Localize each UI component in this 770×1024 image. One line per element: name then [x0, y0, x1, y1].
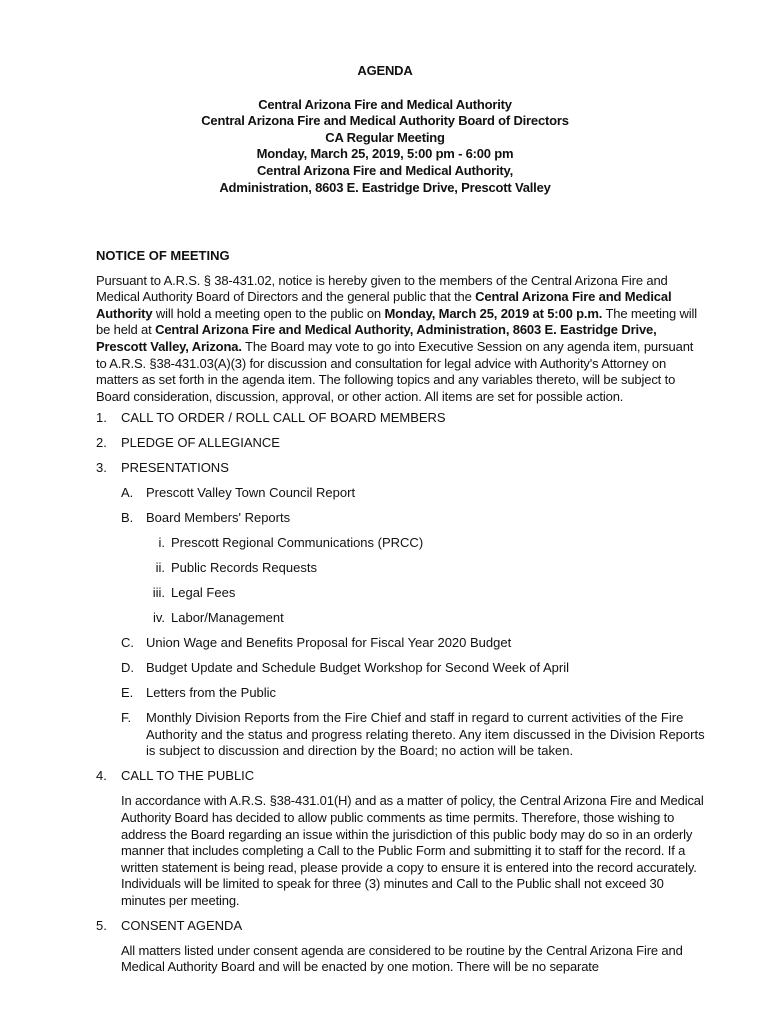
item-title: CONSENT AGENDA [121, 917, 243, 933]
subitem-letter: C. [121, 635, 134, 651]
notice-text-2: will hold a meeting open to the public on [152, 305, 385, 321]
subitem-letter: E. [121, 685, 134, 701]
notice-text-1: Pursuant to A.R.S. § 38-431.02, notice is hereby given to the members of the Central Arizona Fire and Medical Authority Board of Directors and the general public that the [96, 272, 668, 305]
agenda-title: AGENDA [357, 63, 413, 78]
item-title: PRESENTATIONS [121, 460, 229, 476]
agenda-item-3 [96, 460, 706, 477]
subitem-roman: iv. [152, 610, 165, 626]
subitem-title: Union Wage and Benefits Proposal for Fiscal Year 2020 Budget [146, 635, 512, 651]
subitem-title: Board Members' Reports [146, 510, 291, 526]
notice-text-4: The Board may vote to go into Executive Session on any agenda item, pursuant to A.R.S. §38-431.03(A)(3) for discussion and consultation for legal advice with Authority's Attorney on matters as set forth in the agenda item. The following topics and any variables thereto, will be subject to Board consideration, discussion, approval, or other action. All items are set for possible action. [96, 338, 694, 404]
subitem-title: Letters from the Public [146, 685, 277, 701]
agenda-subitem-3b-iii [96, 585, 706, 602]
subitem-title: Labor/Management [171, 610, 284, 626]
header-line-address: Administration, 8603 E. Eastridge Drive, Prescott Valley [219, 179, 551, 195]
subitem-title: Legal Fees [171, 585, 236, 601]
subitem-letter: D. [121, 660, 134, 676]
subitem-letter: A. [121, 485, 134, 501]
agenda-subitem-3b [96, 510, 706, 527]
item-number: 4. [96, 768, 107, 784]
agenda-subitem-3d [96, 660, 706, 677]
agenda-subitem-3a [96, 485, 706, 502]
item-number: 3. [96, 460, 107, 476]
agenda-body [96, 248, 706, 984]
notice-text-3: The meeting will be held at [96, 305, 697, 338]
agenda-item-1 [96, 410, 706, 427]
item-title: CALL TO THE PUBLIC [121, 768, 255, 784]
subitem-title: Prescott Regional Communications (PRCC) [171, 535, 424, 551]
header-line-date-time: Monday, March 25, 2019, 5:00 pm - 6:00 pm [256, 146, 514, 162]
subitem-roman: ii. [155, 560, 165, 576]
header-line-meeting-type: CA Regular Meeting [325, 129, 445, 145]
header-line-organization: Central Arizona Fire and Medical Authority [258, 96, 512, 112]
agenda-header [0, 63, 770, 196]
subitem-title: Budget Update and Schedule Budget Workshop for Second Week of April [146, 660, 570, 676]
agenda-subitem-3f [96, 710, 706, 760]
call-to-public-paragraph: In accordance with A.R.S. §38-431.01(H) and as a matter of policy, the Central Arizona Fire and Medical Authority Board has decided to allow public comments as time permits. Therefore, those wishing to address the Board regarding an issue within the jurisdiction of this public body may do so in an orderly manner that includes completing a Call to the Public Form and submitting it to staff for the record. If a written statement is being read, please provide a copy to ensure it is entered into the record accurately. Individuals will be limited to speak for three (3) minutes and Call to the Public shall not exceed 30 minutes per meeting. [121, 793, 704, 908]
item-title: CALL TO ORDER / ROLL CALL OF BOARD MEMBERS [121, 410, 446, 426]
header-line-board: Central Arizona Fire and Medical Authority Board of Directors [201, 113, 569, 129]
notice-bold-location: Central Arizona Fire and Medical Authority, Administration, 8603 E. Eastridge Drive, Prescott Valley, Arizona. [96, 322, 657, 354]
consent-agenda-paragraph: All matters listed under consent agenda are considered to be routine by the Central Arizona Fire and Medical Authority Board and will be enacted by one motion. There will be no separate [121, 942, 683, 975]
agenda-subitem-3e [96, 685, 706, 702]
item-number: 1. [96, 410, 107, 426]
subitem-title: Prescott Valley Town Council Report [146, 485, 356, 501]
agenda-item-4 [96, 768, 706, 785]
item-number: 5. [96, 917, 107, 933]
agenda-subitem-3c [96, 635, 706, 652]
subitem-title: Public Records Requests [171, 560, 317, 576]
agenda-subitem-3b-ii [96, 560, 706, 577]
item-title: PLEDGE OF ALLEGIANCE [121, 435, 280, 451]
item-number: 2. [96, 435, 107, 451]
notice-bold-authority: Central Arizona Fire and Medical Authority [96, 289, 672, 321]
header-line-location: Central Arizona Fire and Medical Authority, [256, 162, 513, 178]
agenda-item-5 [96, 918, 706, 935]
agenda-item-2 [96, 435, 706, 452]
notice-bold-date: Monday, March 25, 2019 at 5:00 p.m. [384, 305, 603, 321]
notice-title: NOTICE OF MEETING [96, 248, 230, 263]
subitem-roman: iii. [152, 585, 165, 601]
subitem-letter: B. [121, 510, 134, 526]
agenda-subitem-3b-i [96, 535, 706, 552]
agenda-subitem-3b-iv [96, 610, 706, 627]
notice-paragraph [96, 273, 706, 406]
subitem-title: Monthly Division Reports from the Fire Chief and staff in regard to current activities of the Fire Authority and the status and progress relating thereto. Any item discussed in the Division Reports is subject to discussion and direction by the Board; no action will be taken. [146, 710, 705, 759]
subitem-letter: F. [121, 710, 132, 726]
subitem-roman: i. [158, 535, 165, 551]
